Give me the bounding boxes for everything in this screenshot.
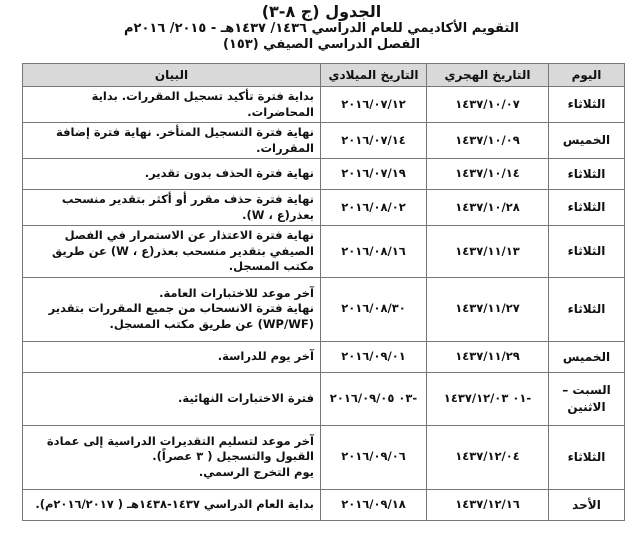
academic-calendar-table	[22, 63, 625, 521]
cell-day: السبت – الاثنين	[549, 372, 625, 425]
cell-gregorian-date: ٢٠١٦/٠٨/٠٢	[321, 190, 427, 226]
cell-description	[23, 425, 321, 489]
table-row	[23, 159, 625, 190]
cell-hijri-date: ١٤٣٧/١١/٢٩	[427, 341, 549, 372]
cell-gregorian-date: -٠٣ ٢٠١٦/٠٩/٠٥	[321, 372, 427, 425]
table-row	[23, 123, 625, 159]
cell-day: الثلاثاء	[549, 425, 625, 489]
cell-hijri-date: ١٤٣٧/١٢/٠٤	[427, 425, 549, 489]
cell-description	[23, 87, 321, 123]
column-header-day: اليوم	[549, 64, 625, 87]
cell-hijri-date: ١٤٣٧/١١/٢٧	[427, 277, 549, 341]
table-row	[23, 372, 625, 425]
cell-day: الأحد	[549, 489, 625, 520]
cell-gregorian-date: ٢٠١٦/٠٨/٣٠	[321, 277, 427, 341]
description-line: بداية فترة تأكيد تسجيل المقررات. بداية المحاضرات.	[91, 89, 314, 119]
calendar-subtitle: التقويم الأكاديمي للعام الدراسي ١٤٣٦/ ١٤٣٧هـ - ٢٠١٥/ ٢٠١٦م	[124, 21, 519, 37]
description-line: آخر موعد للاختبارات العامة.	[159, 285, 314, 300]
cell-hijri-date: ١٤٣٧/١٢/١٦	[427, 489, 549, 520]
table-row	[23, 277, 625, 341]
cell-gregorian-date: ٢٠١٦/٠٧/١٢	[321, 87, 427, 123]
cell-description	[23, 190, 321, 226]
cell-day: الثلاثاء	[549, 226, 625, 278]
cell-day: الثلاثاء	[549, 159, 625, 190]
description-line: آخر موعد لتسليم التقديرات الدراسية إلى عمادة القبول والتسجيل ( ٣ عصراً).	[46, 433, 314, 464]
table-row	[23, 190, 625, 226]
cell-description	[23, 226, 321, 278]
column-header-hijri: التاريخ الهجري	[427, 64, 549, 87]
cell-description	[23, 277, 321, 341]
cell-gregorian-date: ٢٠١٦/٠٨/١٦	[321, 226, 427, 278]
cell-hijri-date: ١٤٣٧/١٠/٠٩	[427, 123, 549, 159]
cell-gregorian-date: ٢٠١٦/٠٧/١٩	[321, 159, 427, 190]
cell-day: الثلاثاء	[549, 277, 625, 341]
table-title: الجدول (ج ٨-٣)	[261, 2, 382, 21]
table-row	[23, 226, 625, 278]
column-header-description: البيان	[23, 64, 321, 87]
term-subtitle: الفصل الدراسي الصيفي (١٥٣)	[222, 36, 421, 52]
cell-gregorian-date: ٢٠١٦/٠٩/٠١	[321, 341, 427, 372]
description-line: نهاية فترة الحذف بدون تقدير.	[144, 166, 314, 181]
description-line: آخر يوم للدراسة.	[217, 348, 314, 363]
table-row	[23, 489, 625, 520]
description-line: نهاية فترة التسجيل المتأخر. نهاية فترة إضافة المقررات.	[56, 125, 314, 155]
cell-day: الثلاثاء	[549, 190, 625, 226]
description-line: فترة الاختبارات النهائية.	[177, 390, 314, 405]
cell-hijri-date: ١٤٣٧/١٠/١٤	[427, 159, 549, 190]
cell-hijri-date: ١٤٣٧/١٠/٠٧	[427, 87, 549, 123]
cell-hijri-date: -٠١ ١٤٣٧/١٢/٠٣	[427, 372, 549, 425]
cell-hijri-date: ١٤٣٧/١٠/٢٨	[427, 190, 549, 226]
table-row	[23, 87, 625, 123]
cell-gregorian-date: ٢٠١٦/٠٧/١٤	[321, 123, 427, 159]
description-line: نهاية فترة الانسحاب من جميع المقررات بتقدير (WP/WF) عن طريق مكتب المسجل.	[48, 301, 314, 331]
cell-description	[23, 489, 321, 520]
cell-day: الخميس	[549, 123, 625, 159]
cell-description	[23, 159, 321, 190]
description-line: بداية العام الدراسي ١٤٣٧-١٤٣٨هـ ( ٢٠١٦/٢٠١٧م).	[35, 496, 314, 511]
cell-description	[23, 372, 321, 425]
cell-day: الخميس	[549, 341, 625, 372]
table-row	[23, 341, 625, 372]
cell-description	[23, 123, 321, 159]
document-header	[0, 0, 643, 52]
description-line: نهاية فترة الاعتذار عن الاستمرار في الفصل الصيفي بتقدير منسحب بعذر(ع ، W) عن طريق مكتب المسجل.	[52, 228, 314, 274]
calendar-table-container	[22, 63, 625, 521]
cell-description	[23, 341, 321, 372]
table-header-row	[23, 64, 625, 87]
cell-day: الثلاثاء	[549, 87, 625, 123]
table-row	[23, 425, 625, 489]
cell-gregorian-date: ٢٠١٦/٠٩/٠٦	[321, 425, 427, 489]
cell-gregorian-date: ٢٠١٦/٠٩/١٨	[321, 489, 427, 520]
cell-hijri-date: ١٤٣٧/١١/١٣	[427, 226, 549, 278]
column-header-gregorian: التاريخ الميلادي	[321, 64, 427, 87]
description-line: نهاية فترة حذف مقرر أو أكثر بتقدير منسحب بعذر(ع ، W).	[61, 192, 314, 222]
description-line: يوم التخرج الرسمي.	[198, 464, 314, 479]
